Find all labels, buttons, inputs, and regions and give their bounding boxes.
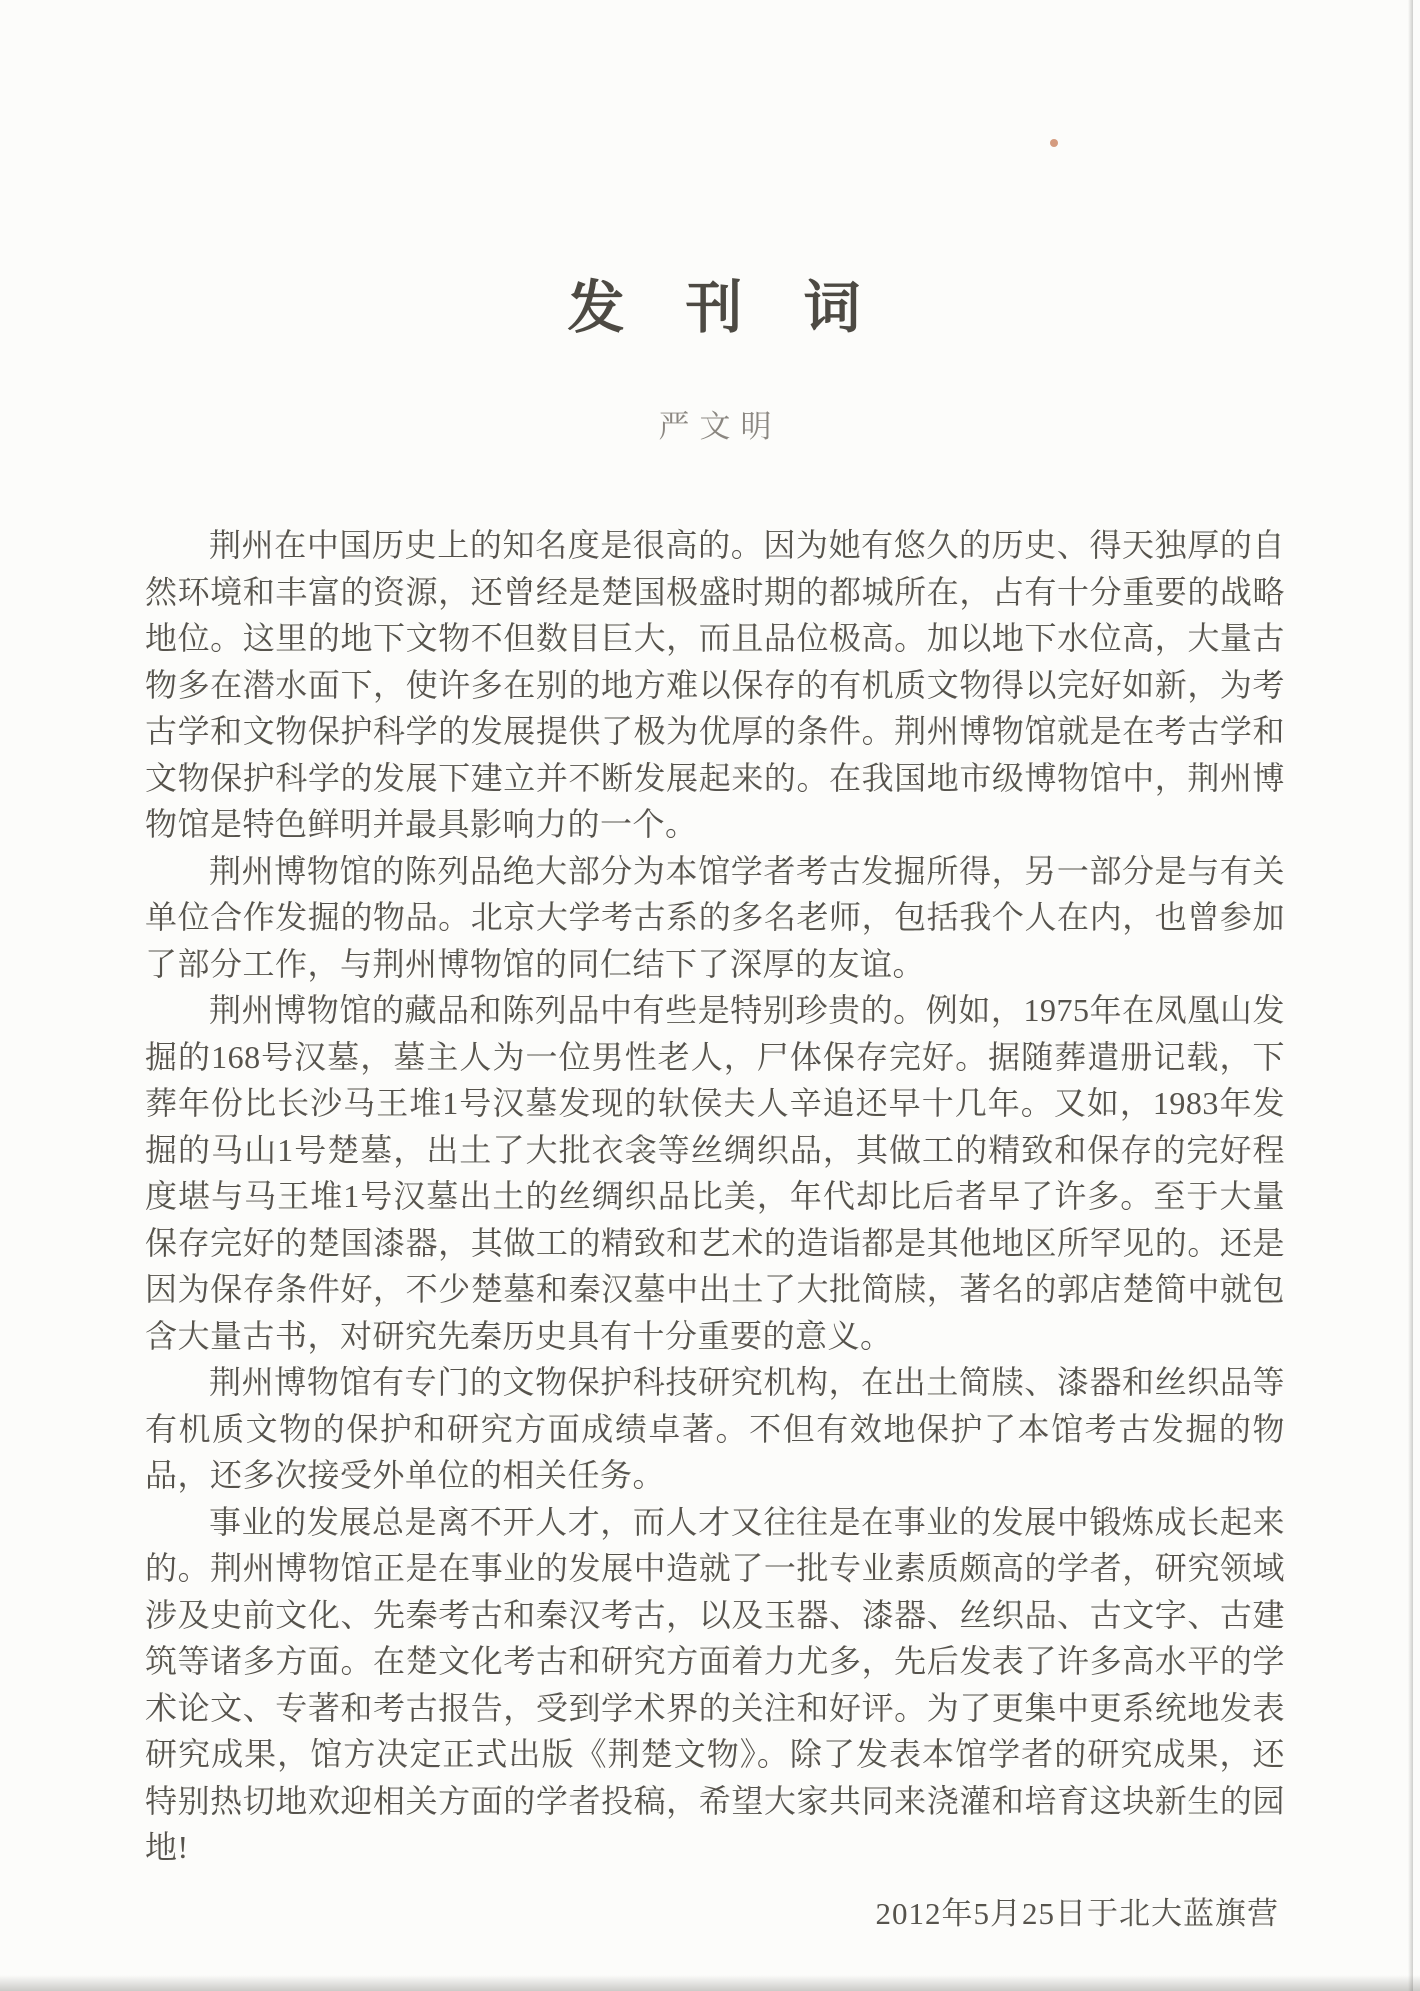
scan-speck xyxy=(1050,139,1058,147)
body-paragraph: 事业的发展总是离不开人才，而人才又往往是在事业的发展中锻炼成长起来的。荆州博物馆正是在事业的发展中造就了一批专业素质颇高的学者，研究领域涉及史前文化、先秦考古和秦汉考古，以及玉器、漆器、丝织品、古文字、古建筑等诸多方面。在楚文化考古和研究方面着力尤多，先后发表了许多高水平的学术论文、专著和考古报告，受到学术界的关注和好评。为了更集中更系统地发表研究成果，馆方决定正式出版《荆楚文物》。除了发表本馆学者的研究成果，还特别热切地欢迎相关方面的学者投稿，希望大家共同来浇灌和培育这块新生的园地! xyxy=(145,1503,1285,1865)
page-title: 发 刊 词 xyxy=(567,277,863,340)
foreword-body xyxy=(145,522,1285,1937)
body-paragraph: 荆州博物馆的藏品和陈列品中有些是特别珍贵的。例如，1975年在凤凰山发掘的168号汉墓，墓主人为一位男性老人，尸体保存完好。据随葬遣册记载，下葬年份比长沙马王堆1号汉墓发现的轪侯夫人辛追还早十几年。又如，1983年发掘的马山1号楚墓，出土了大批衣衾等丝绸织品，其做工的精致和保存的完好程度堪与马王堆1号汉墓出土的丝绸织品比美，年代却比后者早了许多。至于大量保存完好的楚国漆器，其做工的精致和艺术的造诣都是其他地区所罕见的。还是因为保存条件好，不少楚墓和秦汉墓中出土了大批简牍，著名的郭店楚简中就包含大量古书，对研究先秦历史具有十分重要的意义。 xyxy=(145,992,1285,1354)
body-paragraph: 荆州博物馆有专门的文物保护科技研究机构，在出土简牍、漆器和丝织品等有机质文物的保护和研究方面成绩卓著。不但有效地保护了本馆考古发掘的物品，还多次接受外单位的相关任务。 xyxy=(145,1364,1285,1493)
body-paragraph: 荆州博物馆的陈列品绝大部分为本馆学者考古发掘所得，另一部分是与有关单位合作发掘的物品。北京大学考古系的多名老师，包括我个人在内，也曾参加了部分工作，与荆州博物馆的同仁结下了深厚的友谊。 xyxy=(145,852,1285,982)
scan-edge-bottom xyxy=(0,1975,1420,1991)
body-paragraph: 荆州在中国历史上的知名度是很高的。因为她有悠久的历史、得天独厚的自然环境和丰富的资源，还曾经是楚国极盛时期的都城所在，占有十分重要的战略地位。这里的地下文物不但数目巨大，而且品位极高。加以地下水位高，大量古物多在潜水面下，使许多在别的地方难以保存的有机质文物得以完好如新，为考古学和文物保护科学的发展提供了极为优厚的条件。荆州博物馆就是在考古学和文物保护科学的发展下建立并不断发展起来的。在我国地市级博物馆中，荆州博物馆是特色鲜明并最具影响力的一个。 xyxy=(145,527,1285,842)
dateline: 2012年5月25日于北大蓝旗营 xyxy=(875,1895,1279,1931)
author-name: 严文明 xyxy=(658,409,782,444)
scan-edge-right xyxy=(1408,0,1413,1991)
